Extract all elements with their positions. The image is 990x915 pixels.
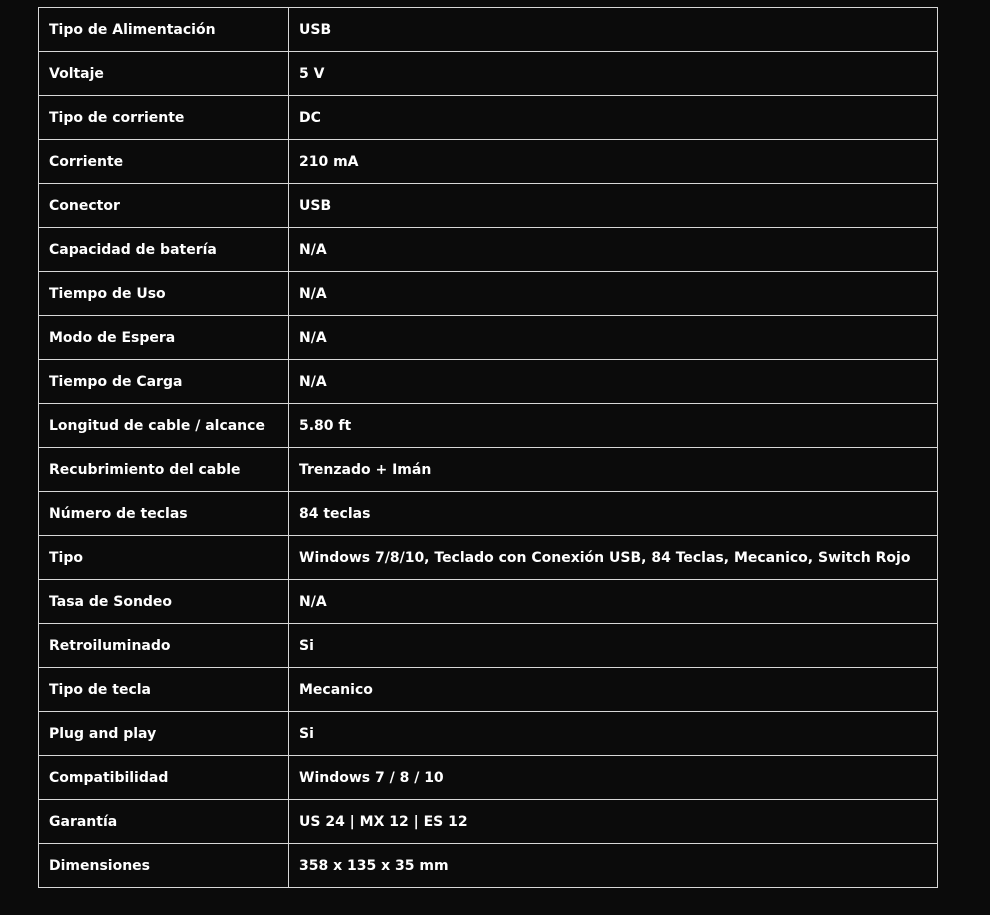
table-row [39,228,938,272]
spec-label: Tipo de corriente [39,96,289,140]
spec-value: N/A [289,580,938,624]
spec-label: Longitud de cable / alcance [39,404,289,448]
spec-value: Windows 7/8/10, Teclado con Conexión USB, 84 Teclas, Mecanico, Switch Rojo [289,536,938,580]
spec-value: Si [289,624,938,668]
table-row [39,624,938,668]
table-row [39,580,938,624]
spec-label: Tasa de Sondeo [39,580,289,624]
spec-value: 5 V [289,52,938,96]
spec-label: Dimensiones [39,844,289,888]
spec-value: Trenzado + Imán [289,448,938,492]
spec-value: 5.80 ft [289,404,938,448]
spec-label: Plug and play [39,712,289,756]
spec-value: Mecanico [289,668,938,712]
table-row [39,492,938,536]
spec-label: Tiempo de Uso [39,272,289,316]
table-row [39,448,938,492]
spec-value: 358 x 135 x 35 mm [289,844,938,888]
spec-label: Tiempo de Carga [39,360,289,404]
spec-label: Retroiluminado [39,624,289,668]
spec-value: N/A [289,228,938,272]
table-row [39,52,938,96]
spec-value: 84 teclas [289,492,938,536]
spec-value: N/A [289,272,938,316]
spec-label: Tipo [39,536,289,580]
table-row [39,844,938,888]
specs-table [38,7,938,888]
spec-label: Número de teclas [39,492,289,536]
spec-value: Windows 7 / 8 / 10 [289,756,938,800]
spec-value: US 24 | MX 12 | ES 12 [289,800,938,844]
table-row [39,800,938,844]
spec-label: Compatibilidad [39,756,289,800]
specs-container [38,7,938,888]
spec-value: USB [289,184,938,228]
spec-value: DC [289,96,938,140]
spec-value: USB [289,8,938,52]
spec-label: Tipo de tecla [39,668,289,712]
table-row [39,404,938,448]
table-row [39,140,938,184]
spec-label: Corriente [39,140,289,184]
table-row [39,8,938,52]
spec-value: Si [289,712,938,756]
table-row [39,712,938,756]
spec-label: Conector [39,184,289,228]
spec-value: 210 mA [289,140,938,184]
spec-label: Voltaje [39,52,289,96]
table-row [39,668,938,712]
spec-label: Recubrimiento del cable [39,448,289,492]
spec-label: Modo de Espera [39,316,289,360]
spec-label: Garantía [39,800,289,844]
table-row [39,316,938,360]
spec-label: Tipo de Alimentación [39,8,289,52]
spec-value: N/A [289,360,938,404]
table-row [39,184,938,228]
table-row [39,360,938,404]
spec-value: N/A [289,316,938,360]
spec-label: Capacidad de batería [39,228,289,272]
table-row [39,536,938,580]
table-row [39,756,938,800]
table-row [39,272,938,316]
table-row [39,96,938,140]
